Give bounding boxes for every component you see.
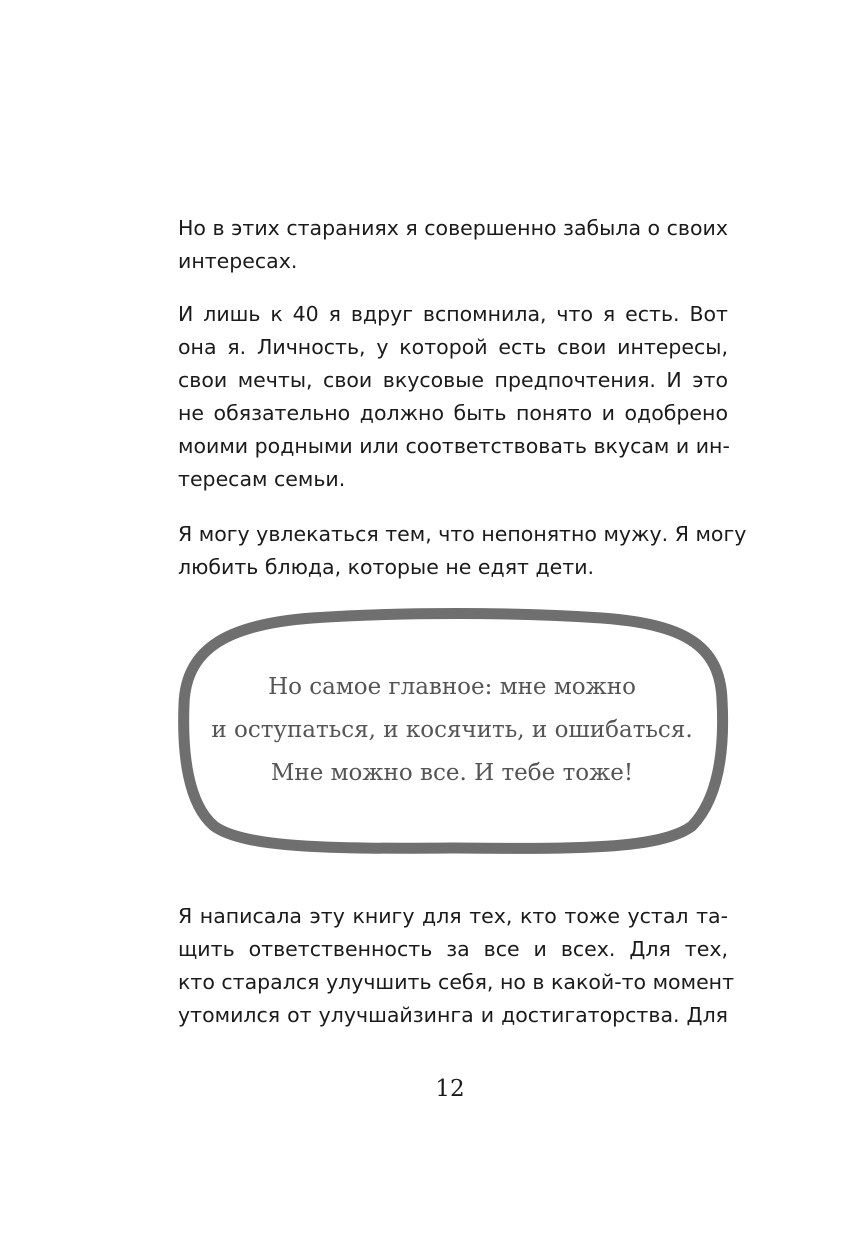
text-line: она я. Личность, у которой есть свои интересы, xyxy=(178,335,728,359)
text-line: щить ответственность за все и всех. Для тех, xyxy=(178,937,728,961)
paragraph-wrote-this-book xyxy=(178,900,735,1032)
quote-line: Мне можно все. И тебе тоже! xyxy=(270,760,634,786)
page-number: 12 xyxy=(435,1076,465,1102)
text-line: моими родными или соответствовать вкусам и ин- xyxy=(178,434,730,458)
text-line: Но в этих стараниях я совершенно забыла о своих xyxy=(178,216,728,240)
text-line: кто старался улучшить себя, но в какой-то момент xyxy=(178,970,735,994)
text-line: не обязательно должно быть понято и одобрено xyxy=(178,401,728,425)
text-line: Я могу увлекаться тем, что непонятно мужу. Я могу xyxy=(178,522,747,546)
text-line: свои мечты, свои вкусовые предпочтения. И это xyxy=(178,368,728,392)
text-line: утомился от улучшайзинга и достигаторства. Для xyxy=(178,1003,728,1027)
text-line: любить блюда, которые не едят дети. xyxy=(178,555,595,579)
quote-line: и оступаться, и косячить, и ошибаться. xyxy=(211,717,693,743)
text-line: Я написала эту книгу для тех, кто тоже устал та- xyxy=(178,904,728,928)
paragraph-forgot-interests xyxy=(178,212,728,278)
highlighted-quote xyxy=(172,666,732,795)
text-line: тересам семьи. xyxy=(178,467,346,491)
text-line: И лишь к 40 я вдруг вспомнила, что я есть. Вот xyxy=(178,302,728,326)
quote-line: Но самое главное: мне можно xyxy=(268,674,636,700)
text-line: интересах. xyxy=(178,249,298,273)
paragraph-i-can xyxy=(178,518,747,584)
paragraph-remembered-at-40 xyxy=(178,298,728,496)
